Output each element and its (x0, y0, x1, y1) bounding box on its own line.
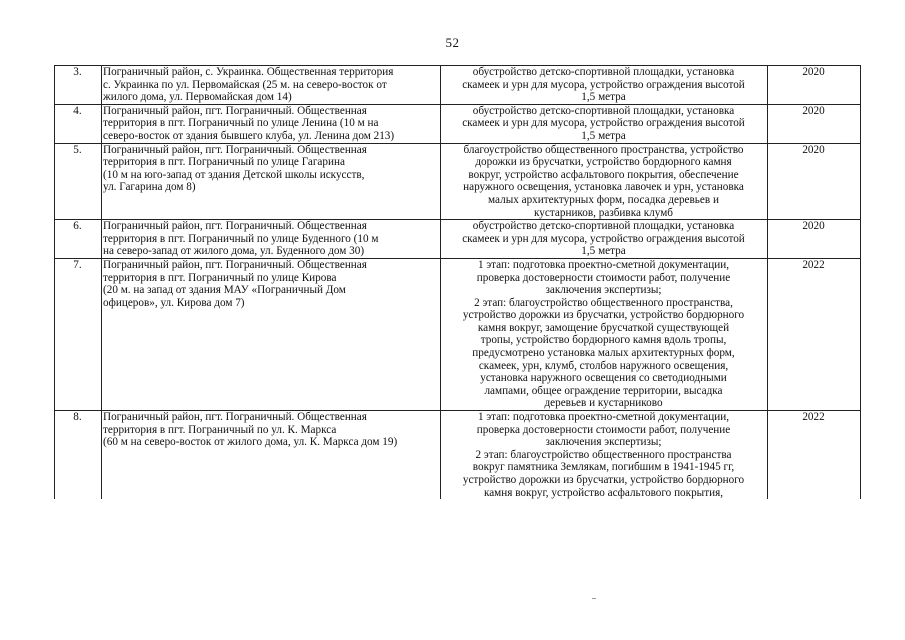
scan-speck (592, 598, 596, 599)
row-number: 3. (73, 66, 82, 78)
works-line: 1,5 метра (581, 129, 626, 142)
year-cell (768, 104, 861, 143)
location-line: Пограничный район, пгт. Пограничный. Общественная (103, 411, 367, 424)
table-row (55, 411, 861, 500)
year-value: 2020 (802, 104, 825, 117)
location-line: северо-восток от здания бывшего клуба, ул. Ленина дом 213) (103, 129, 395, 142)
location-cell (102, 66, 441, 105)
year-value: 2020 (802, 66, 825, 78)
location-line: ул. Гагарина дом 8) (103, 181, 196, 194)
year-cell (768, 258, 861, 410)
works-line: скамеек и урн для мусора, устройство ограждения высотой (462, 78, 745, 91)
location-line: (60 м на северо-восток от жилого дома, ул. К. Маркса дом 19) (103, 436, 398, 449)
projects-table (54, 65, 861, 499)
works-line: установка наружного освещения со светодиодными (480, 372, 727, 385)
year-cell (768, 66, 861, 105)
row-number: 8. (73, 411, 82, 424)
works-line: 1 этап: подготовка проектно-сметной документации, (477, 258, 730, 271)
year-cell (768, 411, 861, 500)
works-cell (441, 66, 768, 105)
year-value: 2022 (802, 411, 825, 424)
page-number: 52 (445, 35, 460, 50)
works-line: 1 этап: подготовка проектно-сметной документации, (477, 411, 730, 424)
works-line: 1,5 метра (581, 245, 626, 258)
row-number-cell (55, 104, 102, 143)
works-line: скамеек и урн для мусора, устройство ограждения высотой (462, 117, 745, 130)
works-line: 2 этап: благоустройство общественного пространства, (474, 296, 733, 309)
location-line: территория в пгт. Пограничный по улице Буденного (10 м (103, 232, 379, 245)
table-row (55, 66, 861, 105)
works-line: наружного освещения, установка лавочек и урн, установка (463, 181, 744, 194)
year-value: 2020 (802, 143, 825, 156)
location-cell (102, 143, 441, 220)
location-line: территория в пгт. Пограничный по улице Гагарина (103, 156, 345, 169)
works-cell (441, 220, 768, 259)
works-line: 1,5 метра (581, 91, 626, 104)
location-line: жилого дома, ул. Первомайская дом 14) (103, 91, 292, 104)
works-line: дорожки из брусчатки, устройство бордюрного камня (475, 156, 732, 169)
works-line: проверка достоверности стоимости работ, получение (476, 271, 731, 284)
location-cell (102, 411, 441, 500)
row-number: 5. (73, 143, 82, 156)
row-number-cell (55, 143, 102, 220)
year-cell (768, 220, 861, 259)
table-row (55, 258, 861, 410)
table-row (55, 104, 861, 143)
row-number-cell (55, 411, 102, 500)
location-line: с. Украинка по ул. Первомайская (25 м. на северо-восток от (103, 78, 387, 91)
year-value: 2022 (802, 258, 825, 271)
row-number-cell (55, 258, 102, 410)
works-line: камня вокруг, устройство асфальтового покрытия, (483, 486, 724, 499)
works-line: 2 этап: благоустройство общественного пространства (475, 448, 732, 461)
works-cell (441, 104, 768, 143)
works-line: благоустройство общественного пространства, устройство (463, 143, 744, 156)
location-line: Пограничный район, пгт. Пограничный. Общественная (103, 258, 367, 271)
works-line: скамеек, урн, клумб, столбов наружного освещения, (478, 359, 729, 372)
works-line: вокруг, устройство асфальтового покрытия, обеспечение (468, 168, 739, 181)
location-line: Пограничный район, с. Украинка. Общественная территория (103, 66, 394, 78)
year-value: 2020 (802, 220, 825, 233)
location-line: территория в пгт. Пограничный по ул. К. Маркса (103, 423, 337, 436)
works-line: лампами, общее ограждение территории, высадка (484, 384, 723, 397)
works-line: малых архитектурных форм, посадка деревьев и (488, 193, 719, 206)
works-line: тропы, устройство бордюрного камня вдоль тропы, (480, 334, 727, 347)
works-line: обустройство детско-спортивной площадки, установка (472, 220, 735, 233)
table-row (55, 220, 861, 259)
works-line: устройство дорожки из брусчатки, устройство бордюрного (462, 474, 745, 486)
works-line: устройство дорожки из брусчатки, устройство бордюрного (462, 309, 745, 322)
location-cell (102, 220, 441, 259)
works-line: камня вокруг, замощение брусчаткой существующей (477, 321, 730, 334)
location-line: офицеров», ул. Кирова дом 7) (103, 296, 245, 309)
works-cell (441, 411, 768, 500)
works-cell (441, 258, 768, 410)
location-line: (10 м на юго-запад от здания Детской школы искусств, (103, 168, 365, 181)
location-line: территория в пгт. Пограничный по улице Ленина (10 м на (103, 117, 379, 130)
row-number: 4. (73, 104, 82, 117)
location-line: территория в пгт. Пограничный по улице Кирова (103, 271, 337, 284)
location-line: Пограничный район, пгт. Пограничный. Общественная (103, 143, 367, 156)
table-row (55, 143, 861, 220)
location-line: на северо-запад от жилого дома, ул. Буденного дом 30) (103, 245, 365, 258)
works-cell (441, 143, 768, 220)
row-number-cell (55, 66, 102, 105)
location-line: (20 м. на запад от здания МАУ «Пограничный Дом (103, 284, 346, 297)
works-line: заключения экспертизы; (545, 284, 662, 297)
location-line: Пограничный район, пгт. Пограничный. Общественная (103, 220, 367, 233)
works-line: предусмотрено установка малых архитектурных форм, (472, 347, 735, 360)
works-line: проверка достоверности стоимости работ, получение (476, 423, 731, 436)
works-line: обустройство детско-спортивной площадки, установка (472, 104, 735, 117)
works-line: кустарников, разбивка клумб (534, 206, 673, 219)
row-number: 6. (73, 220, 82, 233)
location-cell (102, 258, 441, 410)
row-number: 7. (73, 258, 82, 271)
works-line: обустройство детско-спортивной площадки, установка (472, 66, 735, 78)
works-line: деревьев и кустарниково (544, 397, 663, 410)
location-line: Пограничный район, пгт. Пограничный. Общественная (103, 104, 367, 117)
works-line: скамеек и урн для мусора, устройство ограждения высотой (462, 232, 745, 245)
works-line: заключения экспертизы; (545, 436, 662, 449)
works-line: вокруг памятника Землякам, погибшим в 1941-1945 гг, (472, 461, 735, 474)
year-cell (768, 143, 861, 220)
location-cell (102, 104, 441, 143)
row-number-cell (55, 220, 102, 259)
